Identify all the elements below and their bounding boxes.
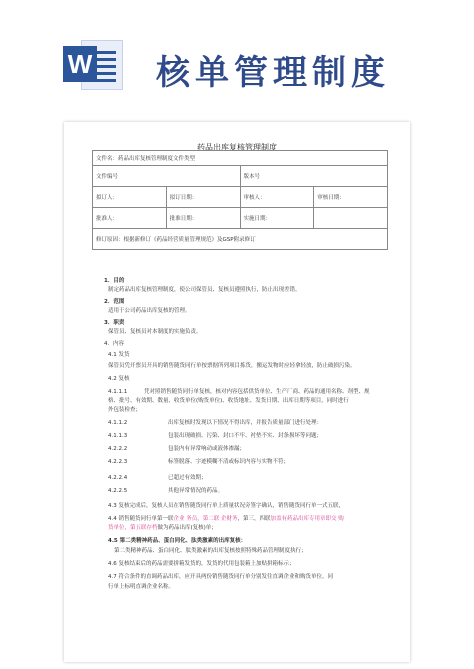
section-heading: 4.1 发货 <box>108 352 130 358</box>
clause-number: 4.1.1.2 <box>108 420 128 426</box>
document-info-table <box>92 150 388 250</box>
banner-header <box>0 0 474 110</box>
approver-cell: 批准人： <box>93 208 167 229</box>
word-document-icon <box>63 38 121 90</box>
version-cell: 版本号 <box>240 166 388 187</box>
text-run: 4.4 销售随货同行单第一联 <box>108 516 174 522</box>
section-heading: 3．职责 <box>104 320 125 326</box>
reviewer-cell: 审核人： <box>240 187 314 208</box>
section-heading: 4.5 第二类精神药品、蛋白同化、肽类激素的出库复核： <box>108 538 247 544</box>
paragraph-4-4-line2 <box>108 525 217 532</box>
revision-reason-cell: 修订原因：根据新修订《药品经营质量管理规范》及GSP附录修订 <box>93 229 388 250</box>
paragraph: 其他异常情况的药品。 <box>168 488 224 494</box>
paragraph: 标签脱落、字迹模糊不清或标识内容与实物不符； <box>168 459 290 465</box>
paragraph: 外包装检查； <box>108 407 142 413</box>
paragraph: 4.6 复核结束后的药品需要拼箱发货的，发货的代用包装箱上加贴拼箱标示； <box>108 561 295 567</box>
paragraph: 凭对照销售随货同行单复核，核对内容包括供货单位、生产厂商、药品的通用名称、剂型、规 <box>144 389 370 395</box>
approve-date-cell: 批准日期： <box>166 208 240 229</box>
highlight-text: 货单位，第五联存档 <box>108 525 158 531</box>
paragraph: 行单上标明直调企业名称。 <box>108 584 175 590</box>
word-logo-letter: W <box>63 46 97 82</box>
paragraph-4-4-line1 <box>108 516 344 523</box>
draft-date-cell: 拟订日期： <box>166 187 240 208</box>
paragraph: 已超过有效期； <box>168 475 207 481</box>
text-run: ，第三，四联 <box>237 516 271 522</box>
text-run: 做为药品出库(复核)单； <box>157 525 217 531</box>
section-heading: 4．内容 <box>104 341 124 347</box>
highlight-text: 加盖有药品出库专用章即交 购 <box>270 516 344 522</box>
paragraph: 4.3 复核完成后，复核人员在销售随货同行单上质量状况旁签字确认，销售随货同行单一式五联， <box>108 503 344 509</box>
paragraph: 适用于公司药品出库复核的管理。 <box>108 308 191 314</box>
drafter-cell: 拟订人： <box>93 187 167 208</box>
paragraph: 保管员、复核员对本制度的实施负责。 <box>108 329 202 335</box>
paragraph: 第二类精神药品、蛋白同化、肽类激素的出库复核按照特殊药品管理制度执行； <box>114 548 307 554</box>
effective-date-cell: 实施日期： <box>240 208 314 229</box>
paragraph: 出库复核时发现以下情况不得出库，并报告质量部门进行处理： <box>168 420 323 426</box>
clause-number: 4.1.1.3 <box>108 433 128 439</box>
file-name-cell: 文件名：药品出库复核管理制度文件类型 <box>93 151 388 166</box>
paragraph: 包装出现破损、污染、封口不牢、衬垫不实、封条损坏等问题； <box>168 433 323 439</box>
document-page <box>64 122 410 662</box>
clause-number: 4.2.2.2 <box>108 446 128 452</box>
clause-number: 4.2.2.3 <box>108 459 128 465</box>
paragraph: 保管员凭开票员开具的销售随货同行单按票据所列项目拣货，搬运发物时应轻拿轻放，防止破损污染。 <box>108 363 356 369</box>
banner-title: 核单管理制度 <box>156 53 390 93</box>
file-number-cell: 文件编号 <box>93 166 241 187</box>
clause-number: 4.2.2.5 <box>108 488 128 494</box>
section-heading: 1．目的 <box>104 278 125 284</box>
paragraph: 4.7 符合条件的直调药品出库，应开具两份销售随货同行单分别发往直调企业和购货单位。同 <box>108 574 333 580</box>
highlight-text: 企业 务员，第二联 企财务 <box>173 516 238 522</box>
section-heading: 4.2 复核 <box>108 376 130 382</box>
paragraph: 制定药品出库复核管理制度，使公司保管员、复核员遵照执行，防止出现差错。 <box>108 287 301 293</box>
section-heading: 2．范围 <box>104 299 125 305</box>
review-date-cell: 审核日期： <box>314 187 388 208</box>
clause-number: 4.2.2.4 <box>108 475 128 481</box>
paragraph: 格、批号、有效期、数量、收货单位(购货单位)、收货地址、发货日期、出库日期等项目，同时进行 <box>108 398 349 404</box>
empty-cell <box>314 208 388 229</box>
clause-number: 4.1.1.1 <box>108 389 128 395</box>
paragraph: 包装内有异常响动或液体渗漏； <box>168 446 246 452</box>
document-title: 药品出库复核管理制度 <box>197 143 277 152</box>
